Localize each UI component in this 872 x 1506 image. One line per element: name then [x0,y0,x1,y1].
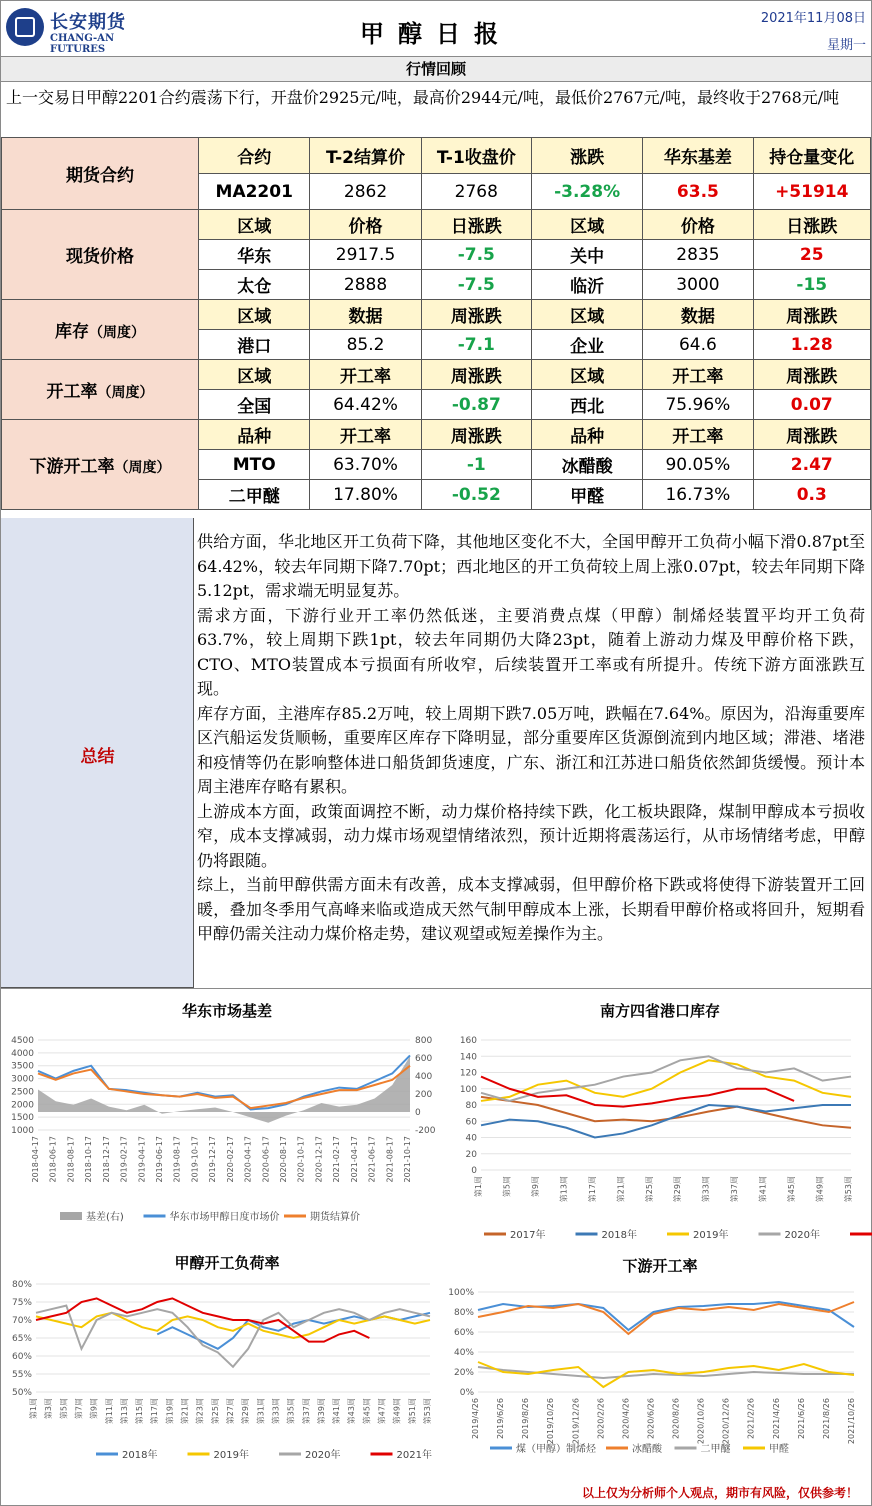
x-tick-label: 第45周 [362,1398,372,1425]
legend-label: 二甲醚 [700,1444,731,1455]
x-tick-label: 2020-10-17 [296,1136,306,1183]
value-cell: 16.73% [643,480,753,510]
legend-label: 2021年 [396,1450,432,1461]
y-tick-label: 60% [11,1352,32,1362]
change-cell: -7.5 [421,240,531,270]
col-header: T-2结算价 [310,138,421,174]
x-tick-label: 第29周 [241,1398,251,1425]
x-tick-label: 第35周 [286,1398,296,1425]
section-futures: 期货合约 [2,138,199,210]
x-tick-label: 2021/6/26 [796,1398,806,1440]
col-header: T-1收盘价 [421,138,531,174]
col-header: 区域 [199,210,310,240]
x-tick-label: 第51周 [407,1398,417,1425]
y2-tick-label: -200 [415,1126,436,1136]
col-header: 开工率 [643,360,753,390]
change-cell: -0.52 [421,480,531,510]
y-tick-label: 80% [453,1308,474,1318]
x-tick-label: 2020/8/26 [671,1398,681,1440]
value-cell: 75.96% [643,390,753,420]
x-tick-label: 第49周 [815,1176,825,1203]
summary-text [197,530,865,947]
x-tick-label: 第21周 [180,1398,190,1425]
value-cell: 63.70% [310,450,421,480]
series-line [478,1302,854,1334]
col-header: 持仓量变化 [753,138,870,174]
y-tick-label: 2000 [11,1100,34,1111]
legend-swatch [60,1212,82,1220]
col-header: 区域 [531,300,642,330]
y-tick-label: 80% [11,1280,32,1290]
y-tick-label: 60% [453,1328,474,1338]
chart-title-basis: 华东市场基差 [181,1002,272,1020]
x-tick-label: 第31周 [256,1398,266,1425]
legend-label: 2019年 [213,1450,249,1461]
summary-label-cell [1,518,194,988]
x-tick-label: 第25周 [644,1176,654,1203]
disclaimer: 以上仅为分析师个人观点，期市有风险，仅供参考！ [581,1486,858,1500]
x-tick-label: 第25周 [210,1398,220,1425]
basis-cell: 63.5 [643,174,753,210]
x-tick-label: 第19周 [165,1398,175,1425]
x-tick-label: 2021-02-17 [332,1136,342,1183]
x-tick-label: 2018-04-17 [31,1136,40,1183]
col-header: 涨跌 [531,138,642,174]
x-tick-label: 2019/10/26 [546,1398,556,1445]
col-header: 周涨跌 [421,360,531,390]
value-cell: 64.6 [643,330,753,360]
value-cell: 64.42% [310,390,421,420]
series-line [36,1313,430,1338]
x-tick-label: 第41周 [332,1398,342,1425]
y-tick-label: 20 [465,1149,477,1160]
x-tick-label: 2019-06-17 [155,1136,164,1183]
change-cell: 0.3 [753,480,870,510]
change-cell: -7.5 [421,270,531,300]
y-tick-label: 100% [448,1288,474,1298]
x-tick-label: 2020/12/26 [721,1398,731,1445]
t2-settle-cell: 2862 [310,174,421,210]
x-tick-label: 2021/10/26 [847,1398,856,1445]
x-tick-label: 2019/4/26 [471,1398,480,1440]
x-tick-label: 2020/6/26 [646,1398,656,1440]
y-tick-label: 40% [453,1348,474,1358]
y-tick-label: 1000 [11,1126,34,1136]
y-tick-label: 2500 [11,1087,34,1098]
x-tick-label: 第39周 [316,1398,326,1425]
y-tick-label: 65% [11,1334,32,1344]
price-cell: 3000 [643,270,753,300]
y-tick-label: 4000 [11,1048,34,1059]
x-tick-label: 2020-04-17 [243,1136,253,1183]
contract-cell: MA2201 [199,174,310,210]
product-cell: 甲醛 [531,480,642,510]
legend-label: 甲醛 [769,1444,789,1455]
y-tick-label: 140 [459,1052,477,1063]
x-tick-label: 2019-08-17 [172,1136,182,1183]
product-cell: 冰醋酸 [531,450,642,480]
x-tick-label: 第33周 [271,1398,281,1425]
col-header: 周涨跌 [421,420,531,450]
summary-paragraph: 需求方面，下游行业开工率仍然低迷，主要消费点煤（甲醇）制烯烃装置平均开工负荷63.7%，较上周期下跌1pt，较去年同期仍大降23pt，随着上游动力煤及甲醇价格下跌，CTO、MTO装置成本亏损面有所收窄，后续装置开工率或有所提升。传统下游方面涨跌互现。 [197,605,865,698]
change-cell: 25 [753,240,870,270]
y2-tick-label: 600 [415,1054,433,1064]
x-tick-label: 第37周 [301,1398,311,1425]
chart-port-inventory [436,1020,872,1250]
price-cell: 2888 [310,270,421,300]
col-header: 日涨跌 [753,210,870,240]
legend-label: 华东市场甲醇日度市场价 [169,1212,280,1223]
y2-tick-label: 400 [415,1072,433,1082]
x-tick-label: 第21周 [616,1176,626,1203]
legend-label: 2020年 [784,1230,820,1241]
x-tick-label: 2019/12/26 [571,1398,581,1445]
region-cell: 港口 [199,330,310,360]
summary-paragraph: 供给方面，华北地区开工负荷下降，其他地区变化不大，全国甲醇开工负荷小幅下滑0.87pt至64.42%，较去年同期下降7.70pt；西北地区的开工负荷较上周上涨0.07pt，较去年同期下降5.12pt，需求端无明显复苏。 [197,532,865,600]
x-tick-label: 第37周 [730,1176,740,1203]
col-header: 区域 [199,300,310,330]
region-cell: 全国 [199,390,310,420]
review-text: 上一交易日甲醇2201合约震荡下行，开盘价2925元/吨，最高价2944元/吨，最低价2767元/吨，最终收于2768元/吨 [6,88,840,107]
col-header: 数据 [310,300,421,330]
y-tick-label: 0% [459,1388,474,1398]
y2-tick-label: 0 [415,1108,421,1118]
legend-label: 冰醋酸 [632,1444,662,1455]
region-cell: 关中 [531,240,642,270]
value-cell: 85.2 [310,330,421,360]
x-tick-label: 第33周 [701,1176,711,1203]
y-tick-label: 70% [11,1316,32,1326]
col-header: 开工率 [310,360,421,390]
chart-title-operating-rate: 甲醇开工负荷率 [174,1254,280,1272]
y2-tick-label: 800 [415,1036,433,1046]
x-tick-label: 2020-06-17 [261,1136,271,1183]
price-cell: 2835 [643,240,753,270]
summary-paragraph: 库存方面，主港库存85.2万吨，较上周期下跌7.05万吨，跌幅在7.64%。原因为，沿海重要库区汽船运发货顺畅，重要库区库存下降明显，部分重要库区货源倒流到内地区域；滞港、堵港和疫情等仍在影响整体进口船货卸货速度，广东、浙江和江苏进口船货依然卸货缓慢。预计本周主港库存略有累积。 [197,703,865,796]
x-tick-label: 第13周 [119,1398,129,1425]
legend-label: 2019年 [693,1230,729,1241]
y2-tick-label: 200 [415,1090,433,1100]
col-header: 开工率 [310,420,421,450]
x-tick-label: 2018-12-17 [101,1136,111,1183]
change-cell: -7.1 [421,330,531,360]
region-cell: 华东 [199,240,310,270]
series-line [481,1077,794,1107]
y-tick-label: 55% [11,1370,32,1380]
x-tick-label: 第5周 [502,1176,512,1198]
x-tick-label: 2021/4/26 [771,1398,781,1440]
series-line [36,1306,430,1367]
summary-paragraph: 综上，当前甲醇供需方面未有改善，成本支撑减弱，但甲醇价格下跌或将使得下游装置开工回暖，叠加冬季用气高峰来临或造成天然气制甲醇成本上涨，长期看甲醇价格或将回升，短期看甲醇仍需关注动力煤价格走势，建议观望或短差操作为主。 [197,875,865,943]
col-header: 日涨跌 [421,210,531,240]
change-cell: -3.28% [531,174,642,210]
y-tick-label: 75% [11,1298,32,1308]
section-inventory: 库存（周度） [2,300,199,360]
product-cell: 二甲醚 [199,480,310,510]
change-cell: -0.87 [421,390,531,420]
x-tick-label: 第41周 [758,1176,768,1203]
col-header: 价格 [643,210,753,240]
x-tick-label: 第53周 [423,1398,432,1425]
col-header: 品种 [531,420,642,450]
col-header: 周涨跌 [753,360,870,390]
divider [1,988,871,989]
value-cell: 90.05% [643,450,753,480]
series-line [481,1056,851,1101]
x-tick-label: 2019-10-17 [190,1136,200,1183]
col-header: 华东基差 [643,138,753,174]
chart-operating-rate [0,1272,436,1472]
x-tick-label: 2018-10-17 [84,1136,94,1183]
x-tick-label: 2018-06-17 [48,1136,58,1183]
x-tick-label: 第17周 [587,1176,597,1203]
t1-close-cell: 2768 [421,174,531,210]
section-spot: 现货价格 [2,210,199,300]
change-cell: 0.07 [753,390,870,420]
legend-label: 2018年 [601,1230,637,1241]
x-tick-label: 第9周 [530,1176,540,1198]
x-tick-label: 第45周 [787,1176,797,1203]
summary-paragraph: 上游成本方面，政策面调控不断，动力煤价格持续下跌，化工板块跟降，煤制甲醇成本亏损收窄，成本支撑减弱，动力煤市场观望情绪浓烈，预计近期将震荡运行，从市场情绪考虑，甲醇仍将跟随。 [197,801,865,870]
col-header: 区域 [199,360,310,390]
change-cell: 2.47 [753,450,870,480]
chart-title-port-inventory: 南方四省港口库存 [599,1002,720,1020]
col-header: 区域 [531,360,642,390]
y-tick-label: 60 [465,1117,477,1128]
x-tick-label: 第3周 [44,1398,54,1420]
legend-label: 2017年 [510,1230,546,1241]
x-tick-label: 2021/2/26 [746,1398,756,1440]
col-header: 周涨跌 [753,300,870,330]
chart-basis [0,1020,436,1250]
x-tick-label: 2020-08-17 [279,1136,288,1183]
oi-change-cell: +51914 [753,174,870,210]
logo-cn: 长安期货 [50,12,126,33]
x-tick-label: 2021/8/26 [821,1398,831,1440]
x-tick-label: 2021-08-17 [385,1136,395,1183]
x-tick-label: 2019-04-17 [137,1136,147,1183]
region-cell: 临沂 [531,270,642,300]
x-tick-label: 第23周 [195,1398,205,1425]
report-title: 甲醇日报 [360,20,512,48]
x-tick-label: 2019/8/26 [521,1398,531,1440]
x-tick-label: 第49周 [392,1398,402,1425]
col-header: 品种 [199,420,310,450]
x-tick-label: 2020/2/26 [596,1398,606,1440]
x-tick-label: 2021-06-17 [367,1136,377,1183]
region-cell: 太仓 [199,270,310,300]
x-tick-label: 第47周 [377,1398,387,1425]
x-tick-label: 2018-08-17 [66,1136,76,1183]
change-cell: -15 [753,270,870,300]
x-tick-label: 第43周 [347,1398,357,1425]
y-tick-label: 4500 [11,1036,34,1046]
y-tick-label: 120 [459,1068,477,1079]
chart-downstream-rate [436,1272,872,1472]
y-tick-label: 160 [459,1036,477,1046]
company-logo [6,6,146,55]
value-cell: 17.80% [310,480,421,510]
x-tick-label: 2020-02-17 [225,1136,235,1183]
x-tick-label: 2020/4/26 [621,1398,631,1440]
change-cell: 1.28 [753,330,870,360]
x-tick-label: 第53周 [844,1176,853,1203]
x-tick-label: 第9周 [89,1398,99,1420]
y-tick-label: 50% [11,1388,32,1398]
x-tick-label: 第15周 [135,1398,145,1425]
x-tick-label: 第7周 [74,1398,84,1420]
col-header: 开工率 [643,420,753,450]
x-tick-label: 第11周 [104,1398,114,1425]
report-date: 2021年11月08日 [760,11,866,26]
y-tick-label: 40 [465,1133,477,1144]
review-heading: 行情回顾 [1,56,871,82]
legend-label: 基差(右) [86,1212,124,1223]
section-operating: 开工率（周度） [2,360,199,420]
report-weekday: 星期一 [826,38,866,53]
x-tick-label: 第27周 [226,1398,235,1425]
summary-label: 总结 [80,747,115,767]
y-tick-label: 0 [471,1166,477,1176]
price-cell: 2917.5 [310,240,421,270]
x-tick-label: 第1周 [474,1176,483,1198]
y-tick-label: 3000 [11,1074,34,1085]
region-cell: 企业 [531,330,642,360]
region-cell: 西北 [531,390,642,420]
logo-en: CHANG-AN FUTURES [50,33,115,55]
section-downstream: 下游开工率（周度） [2,420,199,510]
y-tick-label: 80 [465,1101,477,1111]
x-tick-label: 第17周 [150,1398,160,1425]
x-tick-label: 2020-12-17 [314,1136,324,1183]
x-tick-label: 第5周 [59,1398,69,1420]
col-header: 合约 [199,138,310,174]
product-cell: MTO [199,450,310,480]
col-header: 周涨跌 [753,420,870,450]
change-cell: -1 [421,450,531,480]
x-tick-label: 2019-02-17 [119,1136,129,1183]
x-tick-label: 第29周 [673,1176,683,1203]
legend-label: 期货结算价 [310,1212,360,1223]
col-header: 数据 [643,300,753,330]
x-tick-label: 2019/6/26 [496,1398,506,1440]
y-tick-label: 1500 [11,1113,34,1124]
x-tick-label: 2021-04-17 [349,1136,359,1183]
y-tick-label: 100 [459,1084,477,1095]
x-tick-label: 2021-10-17 [403,1136,412,1183]
x-tick-label: 2019-12-17 [208,1136,218,1183]
x-tick-label: 第1周 [29,1398,38,1420]
legend-label: 2020年 [305,1450,341,1461]
logo-emblem-icon [6,8,44,46]
legend-label: 煤（甲醇）制烯烃 [516,1444,596,1455]
y-tick-label: 3500 [11,1061,34,1072]
x-tick-label: 2020/10/26 [696,1398,706,1445]
col-header: 周涨跌 [421,300,531,330]
y-tick-label: 20% [453,1368,474,1378]
legend-label: 2018年 [122,1450,158,1461]
col-header: 区域 [531,210,642,240]
chart-title-downstream-rate: 下游开工率 [622,1257,698,1275]
market-data-table [1,137,871,510]
x-tick-label: 第13周 [559,1176,569,1203]
col-header: 价格 [310,210,421,240]
